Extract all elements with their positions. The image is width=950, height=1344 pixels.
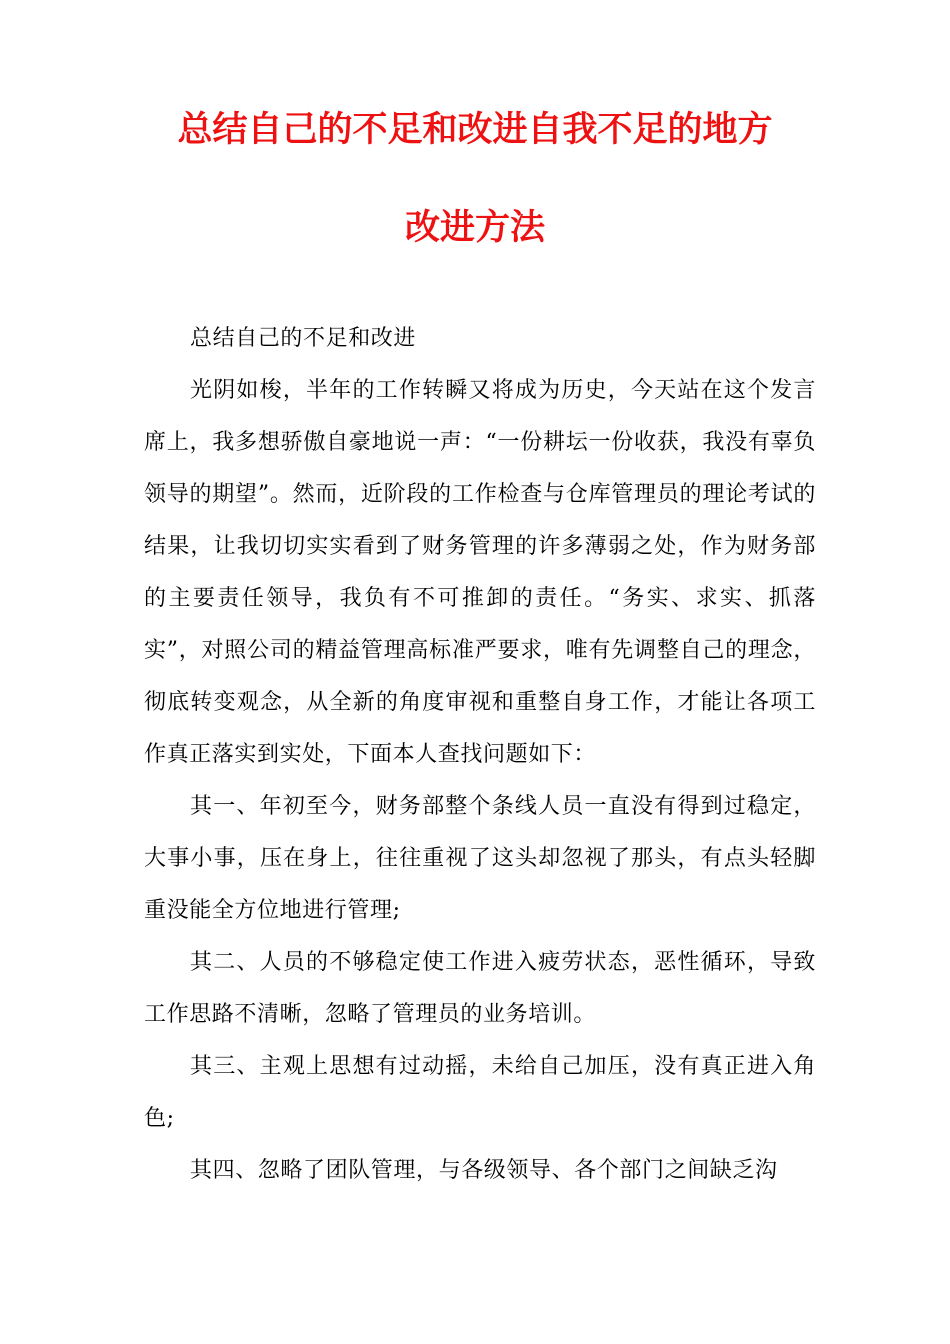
body-paragraph-issue-4: 其四、忽略了团队管理，与各级领导、各个部门之间缺乏沟: [190, 1158, 778, 1183]
body-paragraph-intro: 光阴如梭，半年的工作转瞬又将成为历史，今天站在这个发言席上，我多想骄傲自豪地说一声：“一份耕坛一份收获，我没有辜负领导的期望”。然而，近阶段的工作检查与仓库管理员的理论考试的结果，让我切切实实看到了财务管理的许多薄弱之处，作为财务部的主要责任领导，我负有不可推卸的责任。“务实、求实、抓落实”，对照公司的精益管理高标准严要求，唯有先调整自己的理念，彻底转变观念，从全新的角度审视和重整自身工作，才能让各项工作真正落实到实处，下面本人查找问题如下：: [144, 378, 816, 767]
document-title-line-1: 总结自己的不足和改进自我不足的地方: [177, 110, 773, 150]
document-body: [144, 313, 816, 1197]
document-title-line-2: 改进方法: [404, 208, 545, 248]
body-paragraph-issue-2: 其二、人员的不够稳定使工作进入疲劳状态，恶性循环，导致工作思路不清晰，忽略了管理员的业务培训。: [144, 950, 816, 1027]
body-paragraph-issue-3: 其三、主观上思想有过动摇，未给自己加压，没有真正进入角色;: [144, 1054, 816, 1131]
body-paragraph-issue-1: 其一、年初至今，财务部整个条线人员一直没有得到过稳定，大事小事，压在身上，往往重视了这头却忽视了那头，有点头轻脚重没能全方位地进行管理;: [144, 794, 816, 923]
section-heading: 总结自己的不足和改进: [190, 326, 417, 351]
